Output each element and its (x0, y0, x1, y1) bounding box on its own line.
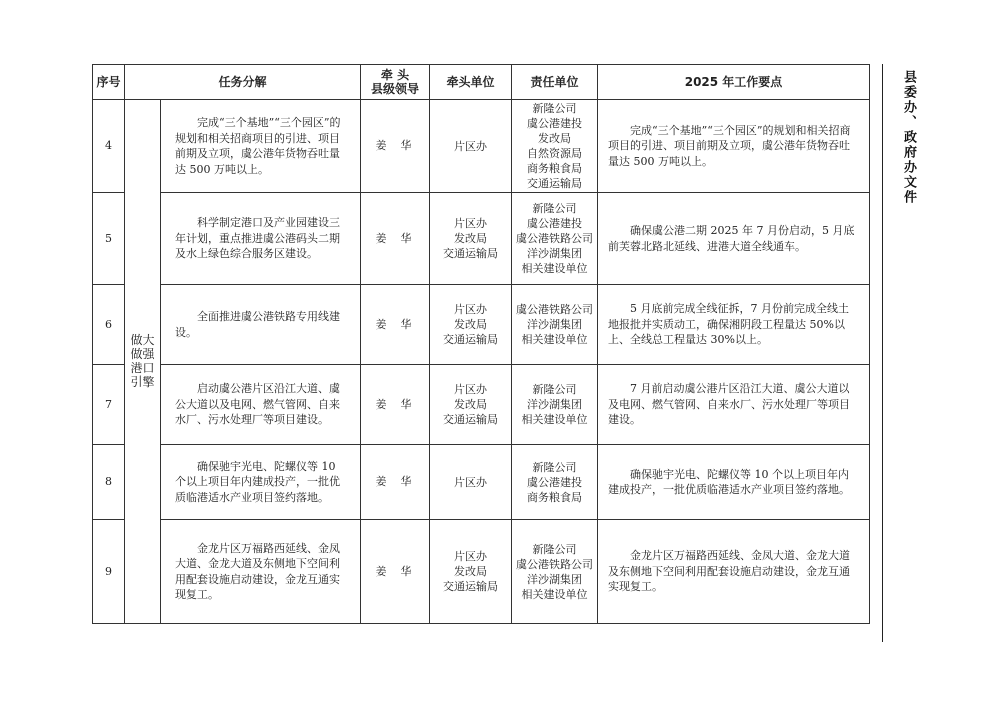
table-row (93, 520, 870, 624)
row-leader: 姜华 (361, 100, 430, 193)
resp-unit: 发改局 (538, 132, 572, 145)
lead-unit: 片区办 (454, 139, 488, 153)
resp-unit: 洋沙湖集团 (527, 398, 583, 411)
lead-unit: 交通运输局 (443, 580, 499, 593)
header-resp-unit: 责任单位 (512, 65, 598, 100)
row-points: 5 月底前完成全线征拆，7 月份前完成全线土地报批并实质动工，确保湘阴段工程量达 50%以上、全线总工程量达 30%以上。 (598, 285, 870, 365)
table-row (93, 445, 870, 520)
resp-unit: 洋沙湖集团 (527, 572, 583, 586)
lead-unit: 发改局 (454, 318, 488, 331)
row-lead-units (430, 520, 512, 624)
resp-unit: 自然资源局 (527, 147, 583, 160)
lead-unit: 片区办 (454, 475, 488, 489)
row-points: 7 月前启动虞公港片区沿江大道、虞公大道以及电网、燃气管网、自来水厂、污水处理厂等项目建设。 (598, 365, 870, 445)
row-resp-units (512, 193, 598, 285)
lead-unit: 发改局 (454, 565, 488, 578)
resp-unit: 虞公港铁路公司 (516, 303, 594, 316)
row-lead-units (430, 285, 512, 365)
header-lead-unit: 牵头单位 (430, 65, 512, 100)
resp-unit: 商务粮食局 (527, 162, 583, 175)
row-task: 确保驰宇光电、陀螺仪等 10 个以上项目年内建成投产，一批优质临港适水产业项目签约落地。 (161, 445, 361, 520)
row-seq: 6 (93, 285, 125, 365)
task-table (92, 64, 870, 624)
lead-unit: 交通运输局 (443, 247, 499, 260)
row-lead-units (430, 365, 512, 445)
row-leader: 姜华 (361, 520, 430, 624)
row-leader: 姜华 (361, 445, 430, 520)
row-resp-units (512, 100, 598, 193)
resp-unit: 虞公港建投 (527, 475, 583, 489)
row-task: 完成“三个基地”“三个园区”的规划和相关招商项目的引进、项目前期及立项，虞公港年货物吞吐量达 500 万吨以上。 (161, 100, 361, 193)
row-leader: 姜华 (361, 193, 430, 285)
row-task: 全面推进虞公港铁路专用线建设。 (161, 285, 361, 365)
row-resp-units (512, 445, 598, 520)
row-task: 科学制定港口及产业园建设三年计划，重点推进虞公港码头二期及水上绿色综合服务区建设。 (161, 193, 361, 285)
lead-unit: 片区办 (454, 550, 488, 563)
resp-unit: 洋沙湖集团 (527, 247, 583, 260)
row-task: 金龙片区万福路西延线、金凤大道、金龙大道及东侧地下空间利用配套设施启动建设，金龙互通实现复工。 (161, 520, 361, 624)
row-resp-units (512, 365, 598, 445)
resp-unit: 相关建设单位 (521, 262, 588, 275)
header-leader: 牵 头 县级领导 (361, 65, 430, 100)
header-task: 任务分解 (125, 65, 361, 100)
row-seq: 9 (93, 520, 125, 624)
resp-unit: 洋沙湖集团 (527, 318, 583, 331)
resp-unit: 新隆公司 (532, 542, 577, 556)
table-row (93, 193, 870, 285)
row-points: 确保驰宇光电、陀螺仪等 10 个以上项目年内建成投产，一批优质临港适水产业项目签约落地。 (598, 445, 870, 520)
header-seq: 序号 (93, 65, 125, 100)
row-resp-units (512, 520, 598, 624)
row-leader: 姜华 (361, 285, 430, 365)
lead-unit: 片区办 (454, 383, 488, 396)
lead-unit: 片区办 (454, 217, 488, 230)
group-cell (125, 100, 161, 624)
resp-unit: 虞公港建投 (527, 117, 583, 130)
resp-unit: 虞公港铁路公司 (516, 557, 594, 571)
row-lead-units (430, 100, 512, 193)
resp-unit: 相关建设单位 (521, 413, 588, 426)
resp-unit: 新隆公司 (532, 460, 577, 474)
side-label: 县委办、政府办文件 (901, 70, 916, 205)
header-row (93, 65, 870, 100)
resp-unit: 商务粮食局 (527, 490, 583, 504)
table-row (93, 365, 870, 445)
resp-unit: 交通运输局 (527, 177, 583, 190)
row-points: 完成“三个基地”“三个园区”的规划和相关招商项目的引进、项目前期及立项，虞公港年货物吞吐量达 500 万吨以上。 (598, 100, 870, 193)
header-points: 2025 年工作要点 (598, 65, 870, 100)
row-points: 确保虞公港二期 2025 年 7 月份启动，5 月底前芙蓉北路北延线、进港大道全线通车。 (598, 193, 870, 285)
margin-rule (882, 64, 883, 642)
group-label: 做大做强港口引擎 (130, 332, 155, 389)
resp-unit: 虞公港建投 (527, 217, 583, 230)
row-points: 金龙片区万福路西延线、金凤大道、金龙大道及东侧地下空间利用配套设施启动建设，金龙互通实现复工。 (598, 520, 870, 624)
table-row (93, 100, 870, 193)
row-seq: 5 (93, 193, 125, 285)
lead-unit: 交通运输局 (443, 333, 499, 346)
row-resp-units (512, 285, 598, 365)
resp-unit: 相关建设单位 (521, 333, 588, 346)
row-lead-units (430, 445, 512, 520)
row-seq: 4 (93, 100, 125, 193)
lead-unit: 发改局 (454, 232, 488, 245)
lead-unit: 发改局 (454, 398, 488, 411)
resp-unit: 新隆公司 (532, 383, 577, 396)
resp-unit: 新隆公司 (532, 202, 577, 215)
row-lead-units (430, 193, 512, 285)
lead-unit: 片区办 (454, 303, 488, 316)
resp-unit: 虞公港铁路公司 (516, 232, 594, 245)
row-seq: 8 (93, 445, 125, 520)
lead-unit: 交通运输局 (443, 413, 499, 426)
table-row (93, 285, 870, 365)
row-seq: 7 (93, 365, 125, 445)
resp-unit: 新隆公司 (532, 102, 577, 115)
row-task: 启动虞公港片区沿江大道、虞公大道以及电网、燃气管网、自来水厂、污水处理厂等项目建设。 (161, 365, 361, 445)
resp-unit: 相关建设单位 (521, 587, 588, 601)
row-leader: 姜华 (361, 365, 430, 445)
